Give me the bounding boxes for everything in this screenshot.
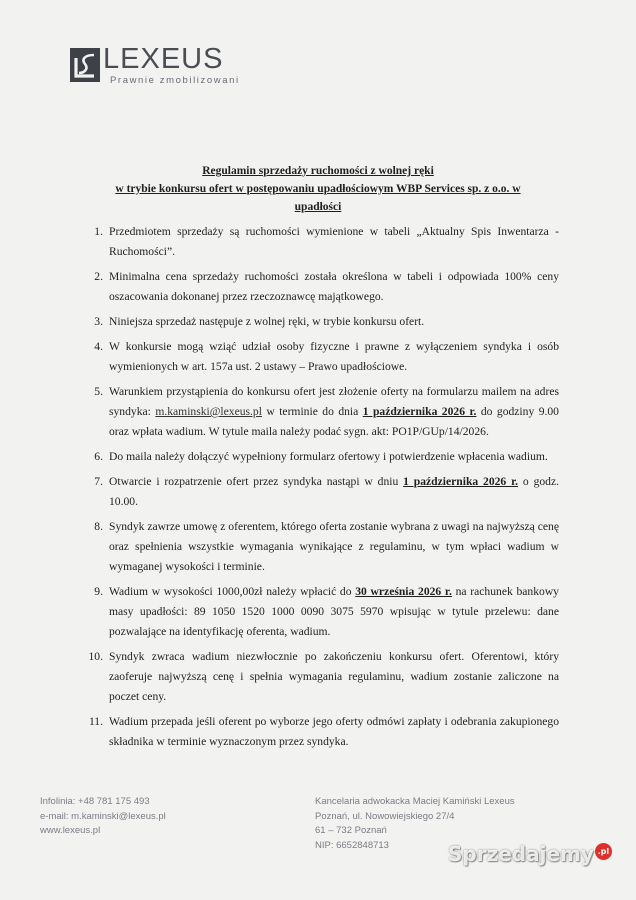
rule-text: do godziny 9.00 oraz wpłata wadium. W tytule maila należy podać sygn. akt: PO1P/GUp/14/2026. xyxy=(109,405,559,438)
footer-email[interactable]: e-mail: m.kaminski@lexeus.pl xyxy=(40,810,166,822)
deadline-date: 1 października 2026 r. xyxy=(362,405,477,418)
rule-item xyxy=(85,447,559,467)
watermark-badge: .pl xyxy=(595,843,612,860)
rule-number: 8. xyxy=(94,520,103,533)
footer-street: Poznań, ul. Nowowiejskiego 27/4 xyxy=(315,810,455,822)
title-line: Regulamin sprzedaży ruchomości z wolnej ręki xyxy=(202,165,434,177)
rule-number: 11. xyxy=(88,715,103,728)
rule-item xyxy=(85,337,559,377)
lexeus-logo-icon xyxy=(70,48,100,82)
footer-nip: NIP: 6652848713 xyxy=(315,839,389,851)
footer-phone: Infolinia: +48 781 175 493 xyxy=(40,796,150,807)
rule-number: 1. xyxy=(94,225,103,238)
rule-number: 10. xyxy=(88,650,103,663)
rule-item xyxy=(85,647,559,707)
syndic-email-link[interactable]: m.kaminski@lexeus.pl xyxy=(155,405,262,418)
rule-text: Wadium przepada jeśli oferent po wyborze jego oferty odmówi zapłaty i odebrania zakupionego składnika w terminie wyznaczonym przez syndyka. xyxy=(109,715,559,748)
title-line: w trybie konkursu ofert w postępowaniu upadłościowym WBP Services sp. z o.o. w xyxy=(115,183,521,195)
rule-number: 5. xyxy=(94,385,103,398)
rule-text: Syndyk zwraca wadium niezwłocznie po zakończeniu konkursu ofert. Oferentowi, który zaoferuje najwyższą cenę i spełnia wymagania regulaminu, wadium zostanie zaliczone na poczet ceny. xyxy=(109,650,559,703)
rule-text: Minimalna cena sprzedaży ruchomości została określona w tabeli i odpowiada 100% ceny oszacowania dokonanej przez rzeczoznawcę majątkowego. xyxy=(109,270,559,303)
rule-text: Wadium w wysokości 1000,00zł należy wpłacić do xyxy=(109,585,356,598)
rules-list xyxy=(85,222,559,757)
rule-text: na rachunek bankowy masy upadłości: 89 1050 1520 1000 0090 3075 5970 wpisując w tytule przelewu: dane pozwalające na identyfikację oferenta, wadium. xyxy=(109,585,559,638)
rule-number: 2. xyxy=(94,270,103,283)
rule-text: Niniejsza sprzedaż następuje z wolnej ręki, w trybie konkursu ofert. xyxy=(109,315,425,328)
watermark-text: Sprzedajemy xyxy=(448,842,594,866)
rule-number: 3. xyxy=(94,315,103,328)
rule-text: Do maila należy dołączyć wypełniony formularz ofertowy i potwierdzenie wpłacenia wadium. xyxy=(109,450,548,463)
footer-firm-name: Kancelaria adwokacka Maciej Kamiński Lexeus xyxy=(315,796,515,807)
rule-text: Otwarcie i rozpatrzenie ofert przez syndyka nastąpi w dniu xyxy=(109,475,404,488)
rule-number: 4. xyxy=(94,340,103,353)
lexeus-logo xyxy=(70,44,240,86)
rule-item xyxy=(85,222,559,262)
footer-postal: 61 – 732 Poznań xyxy=(315,825,387,836)
rule-number: 7. xyxy=(94,475,103,488)
title-line: upadłości xyxy=(294,201,342,213)
rule-item xyxy=(85,582,559,642)
rule-text: w terminie do dnia xyxy=(261,405,363,418)
footer-website[interactable]: www.lexeus.pl xyxy=(40,825,101,836)
document-title xyxy=(80,162,556,216)
rule-item xyxy=(85,517,559,577)
rule-item xyxy=(85,267,559,307)
rule-number: 6. xyxy=(94,450,103,463)
logo-tagline: Prawnie zmobilizowani xyxy=(110,75,240,86)
rule-item xyxy=(85,712,559,752)
logo-name: LEXEUS xyxy=(103,43,224,75)
sprzedajemy-watermark xyxy=(448,842,612,866)
footer-contact xyxy=(40,795,166,839)
opening-date: 1 października 2026 r. xyxy=(403,475,519,488)
rule-item xyxy=(85,472,559,512)
rule-item xyxy=(85,312,559,332)
deposit-date: 30 września 2026 r. xyxy=(355,585,452,598)
rule-number: 9. xyxy=(94,585,103,598)
rule-text: Warunkiem przystąpienia do konkursu ofert jest złożenie oferty na formularzu mailem na adres syndyka: xyxy=(109,385,559,418)
rule-text: Przedmiotem sprzedaży są ruchomości wymienione w tabeli „Aktualny Spis Inwentarza - Ruchomości”. xyxy=(109,225,559,258)
rule-text: W konkursie mogą wziąć udział osoby fizyczne i prawne z wyłączeniem syndyka i osób wymienionych w art. 157a ust. 2 ustawy – Prawo upadłościowe. xyxy=(109,340,559,373)
rule-text: o godz. 10.00. xyxy=(109,475,559,508)
rule-item xyxy=(85,382,559,442)
rule-text: Syndyk zawrze umowę z oferentem, którego oferta zostanie wybrana z uwagi na najwyższą cenę oraz spełnienia wszystkie wymagania wynikające z regulaminu, w tym wpłaci wadium w wymaganej wysokości i terminie. xyxy=(109,520,559,573)
